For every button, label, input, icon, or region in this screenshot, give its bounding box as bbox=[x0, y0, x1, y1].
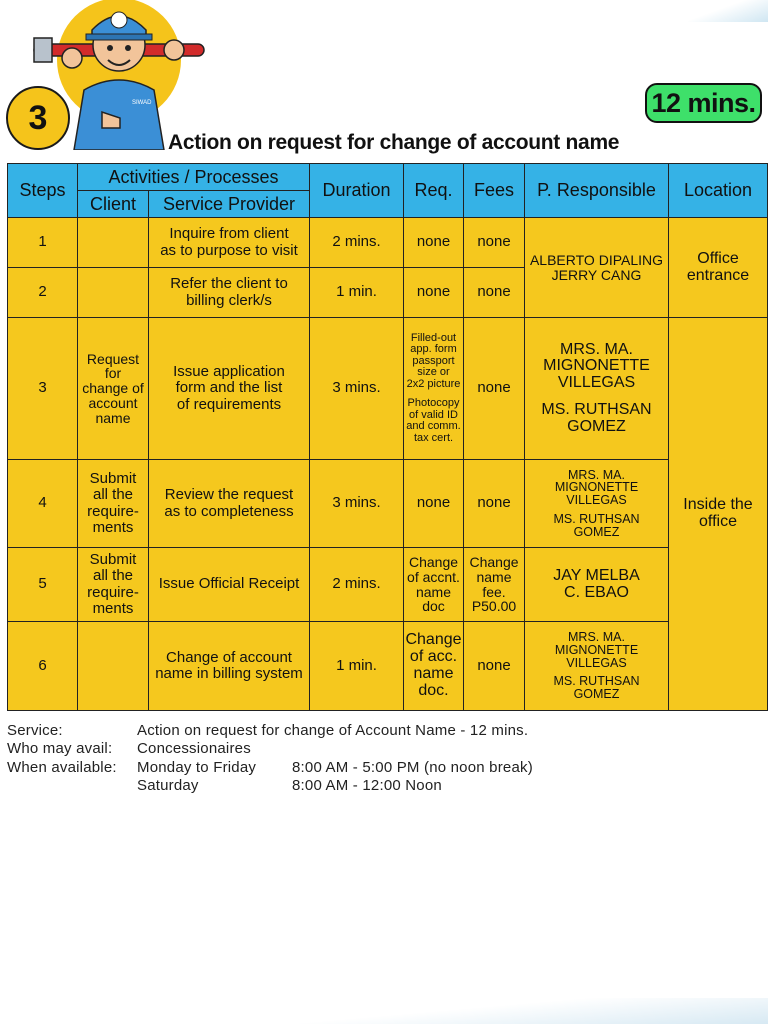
header-location: Location bbox=[669, 164, 768, 218]
fees-text: Change name fee. P50.00 bbox=[469, 554, 519, 615]
table-row bbox=[8, 622, 768, 711]
client-cell: Submit all the require- ments bbox=[78, 548, 149, 622]
responsible-cell bbox=[525, 318, 669, 460]
step-cell: 1 bbox=[8, 218, 78, 268]
responsible-name-a: MRS. MA. MIGNONETTE VILLEGAS bbox=[554, 630, 639, 670]
when-row bbox=[7, 758, 533, 777]
mascot-cap-text: SIWAD bbox=[132, 100, 152, 106]
duration-cell: 1 min. bbox=[310, 622, 404, 711]
req-cell: none bbox=[404, 218, 464, 268]
table-row bbox=[8, 460, 768, 548]
total-duration-badge bbox=[645, 83, 762, 123]
responsible-cell bbox=[525, 622, 669, 711]
provider-cell: Change of account name in billing system bbox=[149, 622, 310, 711]
provider-cell: Refer the client to billing clerk/s bbox=[149, 268, 310, 318]
location-text: Office entrance bbox=[686, 249, 750, 284]
duration-cell: 2 mins. bbox=[310, 548, 404, 622]
header-client: Client bbox=[78, 191, 149, 218]
bottom-decoration bbox=[0, 998, 768, 1024]
location-cell bbox=[669, 218, 768, 318]
req-text-a: Filled-out app. form passport size or 2x2 picture bbox=[406, 331, 461, 390]
responsible-name-a: MRS. MA. MIGNONETTE VILLEGAS bbox=[554, 467, 639, 508]
header-responsible: P. Responsible bbox=[525, 164, 669, 218]
location-text: Inside the office bbox=[683, 496, 753, 530]
client-cell bbox=[78, 218, 149, 268]
header-req: Req. bbox=[404, 164, 464, 218]
responsible-cell bbox=[525, 460, 669, 548]
step-cell: 2 bbox=[8, 268, 78, 318]
table-row bbox=[8, 218, 768, 268]
who-value: Concessionaires bbox=[137, 740, 251, 758]
provider-cell: Inquire from client as to purpose to visit bbox=[149, 218, 310, 268]
weekday-hours: 8:00 AM - 5:00 PM (no noon break) bbox=[292, 758, 533, 776]
process-table bbox=[7, 163, 768, 711]
page-title: Action on request for change of account name bbox=[168, 131, 620, 154]
header-steps: Steps bbox=[8, 164, 78, 218]
header-fees: Fees bbox=[464, 164, 525, 218]
client-cell bbox=[78, 318, 149, 460]
step-number: 3 bbox=[28, 98, 48, 137]
header-service-provider: Service Provider bbox=[149, 191, 310, 218]
plumber-mascot-illustration bbox=[24, 0, 214, 150]
req-cell: none bbox=[404, 268, 464, 318]
fees-cell bbox=[464, 548, 525, 622]
location-cell bbox=[669, 318, 768, 711]
header-duration: Duration bbox=[310, 164, 404, 218]
responsible-names: ALBERTO DIPALING JERRY CANG bbox=[529, 251, 664, 283]
responsible-name-b: MS. RUTHSAN GOMEZ bbox=[541, 400, 652, 435]
saturday-row bbox=[7, 777, 533, 796]
fees-cell: none bbox=[464, 268, 525, 318]
service-value: Action on request for change of Account Name - 12 mins. bbox=[137, 721, 529, 739]
req-cell bbox=[404, 548, 464, 622]
when-label: When available: bbox=[7, 758, 117, 776]
duration-cell: 1 min. bbox=[310, 268, 404, 318]
req-text: Change of accnt. name doc bbox=[407, 554, 460, 615]
who-row bbox=[7, 740, 533, 759]
req-text-b: Photocopy of valid ID and comm. tax cert. bbox=[406, 397, 461, 444]
step-cell: 5 bbox=[8, 548, 78, 622]
req-cell bbox=[404, 622, 464, 711]
responsible-name-b: MS. RUTHSAN GOMEZ bbox=[553, 511, 640, 539]
req-cell bbox=[404, 318, 464, 460]
responsible-name-b: MS. RUTHSAN GOMEZ bbox=[553, 674, 640, 702]
who-label: Who may avail: bbox=[7, 740, 113, 758]
responsible-cell bbox=[525, 548, 669, 622]
fees-cell: none bbox=[464, 318, 525, 460]
duration-cell: 3 mins. bbox=[310, 460, 404, 548]
table-row bbox=[8, 318, 768, 460]
client-cell: Submit all the require- ments bbox=[78, 460, 149, 548]
req-text: Change of acc. name doc. bbox=[405, 631, 462, 699]
weekday-label: Monday to Friday bbox=[137, 758, 257, 776]
provider-cell: Issue Official Receipt bbox=[149, 548, 310, 622]
table-row bbox=[8, 548, 768, 622]
responsible-name-a: MRS. MA. MIGNONETTE VILLEGAS bbox=[543, 340, 650, 392]
total-duration: 12 mins. bbox=[651, 87, 756, 118]
duration-cell: 2 mins. bbox=[310, 218, 404, 268]
service-info-footer bbox=[7, 721, 533, 795]
fees-cell: none bbox=[464, 622, 525, 711]
fees-cell: none bbox=[464, 218, 525, 268]
client-cell bbox=[78, 622, 149, 711]
service-row bbox=[7, 721, 533, 740]
step-cell: 4 bbox=[8, 460, 78, 548]
client-cell bbox=[78, 268, 149, 318]
step-cell: 6 bbox=[8, 622, 78, 711]
corner-decoration bbox=[688, 0, 768, 22]
fees-cell: none bbox=[464, 460, 525, 548]
service-label: Service: bbox=[7, 721, 63, 739]
provider-cell: Review the request as to completeness bbox=[149, 460, 310, 548]
saturday-label: Saturday bbox=[137, 777, 199, 795]
client-text: Request for change of account name bbox=[82, 350, 144, 426]
step-cell: 3 bbox=[8, 318, 78, 460]
responsible-names: JAY MELBA C. EBAO bbox=[553, 566, 640, 601]
provider-cell: Issue application form and the list of requirements bbox=[149, 318, 310, 460]
responsible-cell bbox=[525, 218, 669, 318]
req-cell: none bbox=[404, 460, 464, 548]
saturday-hours: 8:00 AM - 12:00 Noon bbox=[292, 777, 442, 795]
duration-cell: 3 mins. bbox=[310, 318, 404, 460]
header-activities: Activities / Processes bbox=[78, 164, 310, 191]
